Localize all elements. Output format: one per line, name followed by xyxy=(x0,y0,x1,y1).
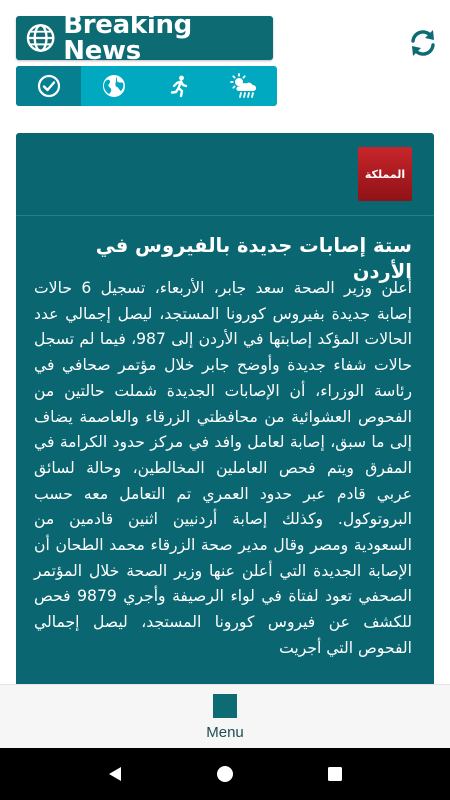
menu-icon xyxy=(213,694,237,718)
tab-weather[interactable] xyxy=(212,66,277,106)
globe-icon xyxy=(26,23,55,53)
app-title: Breaking News xyxy=(63,10,192,66)
article-card-header xyxy=(16,133,434,216)
tab-world[interactable] xyxy=(81,66,146,106)
article-headline: ستة إصابات جديدة بالفيروس في الأردن xyxy=(95,234,412,283)
category-tabs xyxy=(16,66,277,106)
tab-sports[interactable] xyxy=(147,66,212,106)
source-logo-text: المملكة xyxy=(364,167,406,181)
source-logo xyxy=(358,147,412,201)
article-body: أعلن وزير الصحة سعد جابر، الأربعاء، تسجيل 6 حالات إصابة جديدة بفيروس كورونا المستجد، ليصل إجمالي عدد الحالات المؤكد إصابتها في الأردن إلى 987، فيما لم تسجل حالات شفاء جديدة وأوضح جابر خلال مؤتمر صحافي في رئاسة الوزراء، أن الإصابات الجديدة شملت حالتين من الفحوص العشوائية من محافظتي الزرقاء والعاصمة يضاف إلى ما سبق، إصابة لعامل وافد في مركز حدود الكرامة في المفرق ويتم فحص العاملين المخالطين، وحالة لسائق عربي قادم عبر حدود العمري تم التعامل معه حسب البروتوكول. وكذلك إصابة أردنيين اثنين قادمين من السعودية ومصر وقال مدير صحة الزرقاء محمد الطحان أن الإصابة الجديدة التي أعلن عنها وزير الصحة خلال المؤتمر الصحفي تعود لفتاة في لواء الرصيفة وأجري 9879 فحص للكشف عن فيروس كورونا المستجد، ليصل إجمالي الفحوص التي أجريت xyxy=(34,279,413,657)
check-circle-icon xyxy=(37,74,61,98)
app-title-badge xyxy=(16,10,273,66)
bottom-menu-bar xyxy=(0,684,450,748)
weather-icon xyxy=(230,73,258,99)
nav-back-button[interactable] xyxy=(95,754,135,794)
nav-home-button[interactable] xyxy=(205,754,245,794)
tab-headlines[interactable] xyxy=(16,66,81,106)
refresh-button[interactable] xyxy=(406,26,440,60)
back-icon xyxy=(106,765,124,783)
menu-label: Menu xyxy=(206,724,244,741)
runner-icon xyxy=(167,74,191,98)
globe-icon xyxy=(102,74,126,98)
nav-recents-button[interactable] xyxy=(315,754,355,794)
refresh-icon xyxy=(406,26,440,60)
menu-button[interactable] xyxy=(196,691,254,745)
system-nav-bar xyxy=(0,748,450,800)
recents-icon xyxy=(326,765,344,783)
home-icon xyxy=(216,765,234,783)
article-card[interactable] xyxy=(16,133,434,693)
